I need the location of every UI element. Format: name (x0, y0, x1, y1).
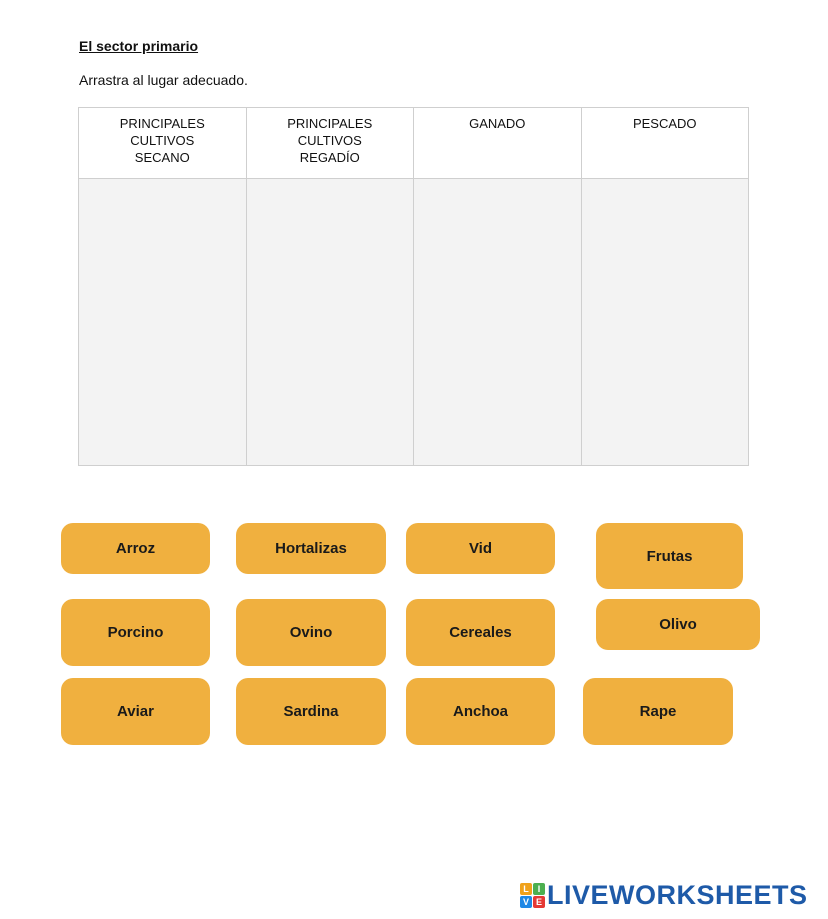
drop-zone-pescado[interactable] (582, 179, 749, 465)
drag-chip-arroz[interactable]: Arroz (61, 523, 210, 574)
drop-zone-regadio[interactable] (247, 179, 414, 465)
column-header-regadio: PRINCIPALES CULTIVOS REGADÍO (247, 108, 414, 179)
liveworksheets-logo (520, 880, 808, 911)
instructions-text: Arrastra al lugar adecuado. (79, 72, 248, 88)
logo-tile-v: V (520, 896, 532, 908)
drag-chip-aviar[interactable]: Aviar (61, 678, 210, 745)
drag-chip-sardina[interactable]: Sardina (236, 678, 386, 745)
drag-chip-porcino[interactable]: Porcino (61, 599, 210, 666)
drag-chip-rape[interactable]: Rape (583, 678, 733, 745)
logo-tile-i: I (533, 883, 545, 895)
column-regadio (247, 108, 415, 465)
drag-chip-olivo[interactable]: Olivo (596, 599, 760, 650)
logo-tile-e: E (533, 896, 545, 908)
drag-chip-anchoa[interactable]: Anchoa (406, 678, 555, 745)
drag-chip-ovino[interactable]: Ovino (236, 599, 386, 666)
drag-chip-vid[interactable]: Vid (406, 523, 555, 574)
drag-chip-cereales[interactable]: Cereales (406, 599, 555, 666)
drop-table (78, 107, 749, 466)
column-header-secano: PRINCIPALES CULTIVOS SECANO (79, 108, 246, 179)
drag-chip-hortalizas[interactable]: Hortalizas (236, 523, 386, 574)
drop-zone-ganado[interactable] (414, 179, 581, 465)
drop-zone-secano[interactable] (79, 179, 246, 465)
column-header-pescado: PESCADO (582, 108, 749, 179)
logo-tiles-icon (520, 883, 545, 908)
column-ganado (414, 108, 582, 465)
column-secano (79, 108, 247, 465)
drag-chip-frutas[interactable]: Frutas (596, 523, 743, 589)
logo-text: LIVEWORKSHEETS (547, 880, 808, 910)
column-pescado (582, 108, 749, 465)
worksheet-title: El sector primario (79, 38, 199, 54)
column-header-ganado: GANADO (414, 108, 581, 179)
logo-tile-l: L (520, 883, 532, 895)
